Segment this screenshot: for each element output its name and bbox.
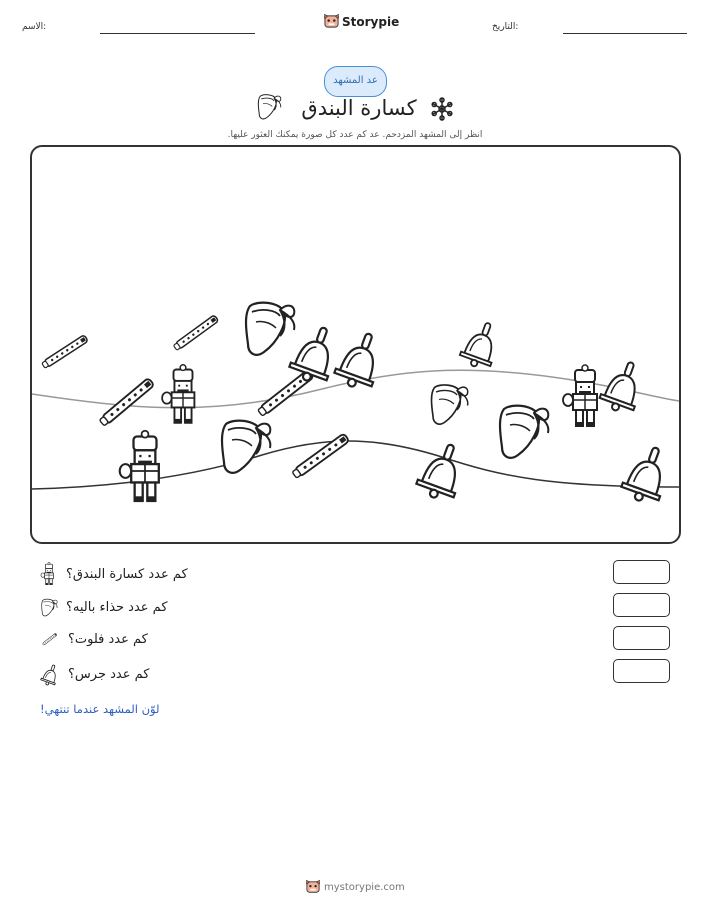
activity-badge: عد المشهد [324,66,387,97]
bell [414,438,470,504]
ballet-shoe [500,406,548,458]
instructions: انظر إلى المشهد المزدحم. عد كم عدد كل صورة يمكنك العثور عليها. [227,130,483,140]
question-text: كم عدد فلوت؟ [68,631,148,647]
question-text: كم عدد حذاء باليه؟ [66,599,168,615]
name-label: الاسم: [22,22,47,32]
snowflake-icon [429,96,455,122]
bell [332,327,388,393]
date-line[interactable] [563,33,687,34]
counting-scene [30,145,681,544]
flute [99,378,155,427]
footer-mascot-icon [306,880,320,894]
answer-box[interactable] [613,560,670,584]
flute [292,433,350,479]
question-row [40,629,148,649]
brand-name: Storypie [342,14,400,29]
question-row [40,595,168,619]
question-row [40,662,149,686]
footer [306,880,405,894]
nutcracker-icon [40,562,58,586]
brand-logo [324,14,399,29]
flute [173,315,219,351]
footer-url[interactable]: mystorypie.com [324,881,405,893]
ballet-shoe [222,421,270,473]
bell [287,321,343,387]
brand-mascot-icon [324,14,339,29]
nutcracker [120,431,159,502]
ballet-shoe-icon [40,595,58,619]
answer-box[interactable] [613,659,670,683]
date-label: التاريخ: [492,22,519,32]
page-title: كسارة البندق [301,96,417,120]
ballet-shoe-title-icon [256,89,282,123]
flute [41,335,88,369]
answer-box[interactable] [613,593,670,617]
bell-icon [40,662,60,686]
coloring-instruction: لوّن المشهد عندما تنتهي! [40,702,160,716]
ballet-shoe [246,303,294,355]
question-row [40,562,188,586]
bell [458,318,504,372]
answer-box[interactable] [613,626,670,650]
ballet-shoe [432,385,468,424]
name-line[interactable] [100,33,255,34]
question-text: كم عدد جرس؟ [68,666,150,682]
flute-icon [40,629,60,649]
nutcracker [563,365,597,427]
bell [619,441,675,507]
scene-illustration [32,147,679,542]
nutcracker [162,365,194,424]
question-text: كم عدد كسارة البندق؟ [66,566,188,582]
